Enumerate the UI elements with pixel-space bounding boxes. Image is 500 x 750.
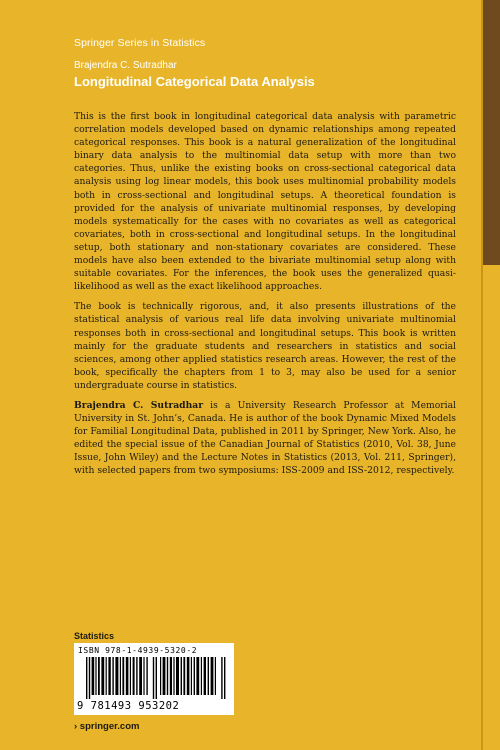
barcode-panel [74, 643, 234, 715]
series-name: Springer Series in Statistics [74, 37, 206, 49]
book-title: Longitudinal Categorical Data Analysis [74, 74, 315, 89]
barcode-graphic [86, 657, 226, 699]
spine-color-bar [483, 0, 500, 265]
back-cover-description [74, 110, 456, 485]
description-paragraph-1: This is the first book in longitudinal categorical data analysis with parametric correlation models developed based on dynamic relationships among repeated categorical responses. This book is a natural generalization of the longitudinal binary data analysis to the multinomial data setup with more than two categories. Thus, unlike the existing books on cross-sectional categorical data analysis using log linear models, this book uses multinomial probability models both in cross-sectional and longitudinal setups. A theoretical foundation is provided for the analysis of univariate multinomial responses, by developing models systematically for the cases with no covariates as well as categorical covariates, both in cross-sectional and longitudinal setups. In the longitudinal setup, both stationary and non-stationary covariates are considered. These models have also been extended to the bivariate multinomial setup along with suitable covariates. For the inferences, the book uses the generalized quasi-likelihood as well as the exact likelihood approaches. [74, 111, 456, 293]
publisher-website-link[interactable]: › springer.com [74, 721, 140, 732]
author-bio [74, 399, 456, 478]
isbn-number: ISBN 978-1-4939-5320-2 [78, 646, 198, 655]
ean-digits: 9 781493 953202 [77, 700, 180, 712]
author-name: Brajendra C. Sutradhar [74, 60, 177, 71]
author-bio-name: Brajendra C. Sutradhar [74, 399, 204, 411]
author-bio-text: is a University Research Professor at Memorial University in St. John’s, Canada. He is author of the book Dynamic Mixed Models for Familial Longitudinal Data, published in 2011 by Springer, New York. Also, he edited the special issue of the Canadian Journal of Statistics (2010, Vol. 38, June Issue, John Wiley) and the Lecture Notes in Statistics (2013, Vol. 211, Springer), with selected papers from two symposiums: ISS-2009 and ISS-2012, respectively. [74, 399, 456, 477]
subject-category: Statistics [74, 631, 115, 641]
description-paragraph-2: The book is technically rigorous, and, it also presents illustrations of the statistical analysis of various real life data involving univariate multinomial responses both in cross-sectional and longitudinal setups. This book is written mainly for the graduate students and researchers in statistics and social sciences, among other applied statistics research areas. However, the rest of the book, specifically the chapters from 1 to 3, may also be used for a senior undergraduate course in statistics. [74, 301, 456, 391]
